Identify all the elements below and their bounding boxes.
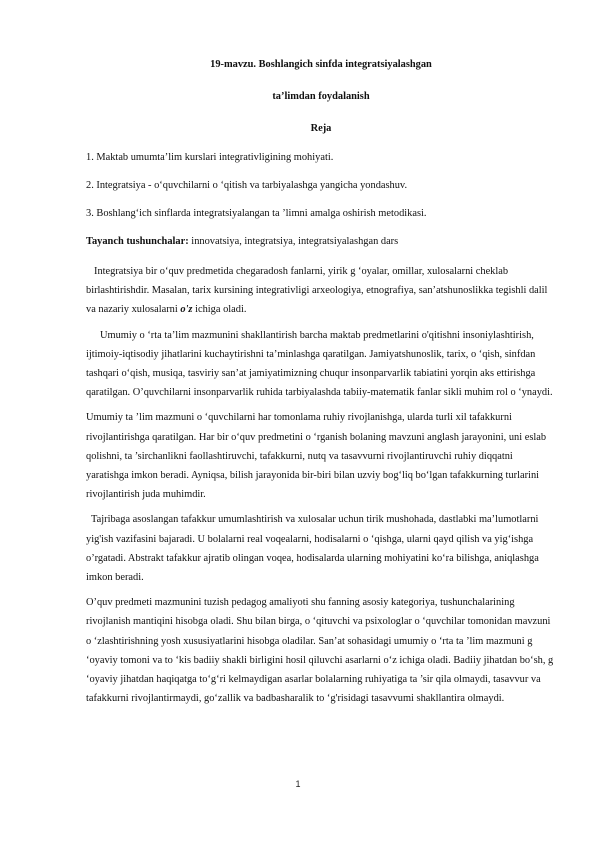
paragraph-1-text-b: ichiga oladi.: [192, 304, 247, 316]
document-title-line2: ta’limdan foydalanish: [272, 91, 370, 102]
keywords-label: Tayanch tushunchalar:: [86, 236, 189, 247]
plan-item-3: 3. Boshlang‘ich sinflarda integratsiyalangan ta ’limni amalga oshirish metodikasi.: [86, 208, 427, 219]
paragraph-1-emphasis: o'z: [180, 304, 193, 316]
paragraph-5: O’quv predmeti mazmunini tuzish pedagog amaliyoti shu fanning asosiy kategoriya, tushunchalarining rivojlanish mantiqini hisobga oladi. Shu bilan birga, o ‘qituvchi va psixologlar o ‘quvchilar tomonidan mavzuni o ‘zlashtirishning yosh xususiyatlarini hisobga oladilar. San’at sohasidagi umumiy o ‘rta ta ’lim mazmuni g ‘oyaviy tomoni va to ‘kis badiiy shakli birligini hosil qiluvchi asarlarni o‘z ichiga oladi. Badiiy jihatdan bo‘sh, g ‘oyaviy jihatdan haqiqatga to‘g‘ri kelmaydigan asarlar bolalarning ruhiyatiga ta ’sir qila olmaydi, tasavvur va tafakkurni rivojlantirmaydi, go‘zallik va badbasharalik to ‘g'risidagi tasavvumi shakllantira olmaydi.: [86, 597, 554, 705]
paragraph-1: [86, 262, 556, 320]
paragraph-4: Tajribaga asoslangan tafakkur umumlashtirish va xulosalar uchun tirik mushohada, dastlabki ma’lumotlarni yig'ish vazifasini bajaradi. U bolalarni real voqealarni, hodisalarni o ‘qishga, ularni qayd qilish va yig‘ishga o’rgatadi. Abstrakt tafakkur ajratib olingan voqea, hodisalarda ularning mohiyatini ko‘ra bilishga, aniqlashga imkon beradi.: [86, 514, 539, 584]
keywords-text: innovatsiya, integratsiya, integratsiyalashgan dars: [188, 236, 399, 247]
keywords-line: [86, 235, 556, 248]
plan-heading: Reja: [310, 123, 332, 134]
page-number: 1: [295, 779, 301, 789]
plan-item-1: 1. Maktab umumta’lim kurslari integrativligining mohiyati.: [86, 152, 334, 163]
paragraph-2: Umumiy o ‘rta ta’lim mazmunini shakllantirish barcha maktab predmetlarini o'qitishni insoniylashtirish, ijtimoiy-iqtisodiy jihatlarini kuchaytirishni ta’minlashga qaratilgan. Jamiyatshunoslik, tarix, o ‘qish, sinfdan tashqari o‘qish, musiqa, tasviriy san’at jamiyatimizning chuqur insonparvarlik tabiatini yorqin aks ettirishga qaratilgan. O’quvchilarni insonparvarlik ruhida tarbiyalashda tabiiy-matematik fanlar sikli muhim rol o ‘ynaydi.: [86, 329, 553, 399]
paragraph-3: Umumiy ta ’lim mazmuni o ‘quvchilarni har tomonlama ruhiy rivojlanishga, ularda turli xil tafakkurni rivojlantirishga qaratilgan. Har bir o‘quv predmetini o ‘rganish bolaning mavzuni anglash jarayonini, uni eslab qolishni, ta ’sirchanlikni faollashtiruvchi, tafakkurni, nutq va tasavvurni rivojlantiruvchi ruhiy diqqatni yaratishga imkon beradi. Ayniqsa, bilish jarayonida bir-biri bilan uzviy bog‘liq bo‘lgan tafakkurning turlarini rivojlantirish juda muhimdir.: [86, 412, 547, 501]
paragraph-1-text-a: Integratsiya bir o‘quv predmetida chegaradosh fanlarni, yirik g ‘oyalar, omillar, xulosalarni cheklab birlashtirishdir. Masalan, tarix kursining integrativligi arxeologiya, etnografiya, san’atshunoslikka tegishli dalil va nazariy xulosalarni: [86, 266, 548, 316]
document-title-line1: 19-mavzu. Boshlangich sinfda integratsiyalashgan: [210, 59, 432, 70]
plan-item-2: 2. Integratsiya - o‘quvchilarni o ‘qitish va tarbiyalashga yangicha yondashuv.: [86, 180, 408, 191]
